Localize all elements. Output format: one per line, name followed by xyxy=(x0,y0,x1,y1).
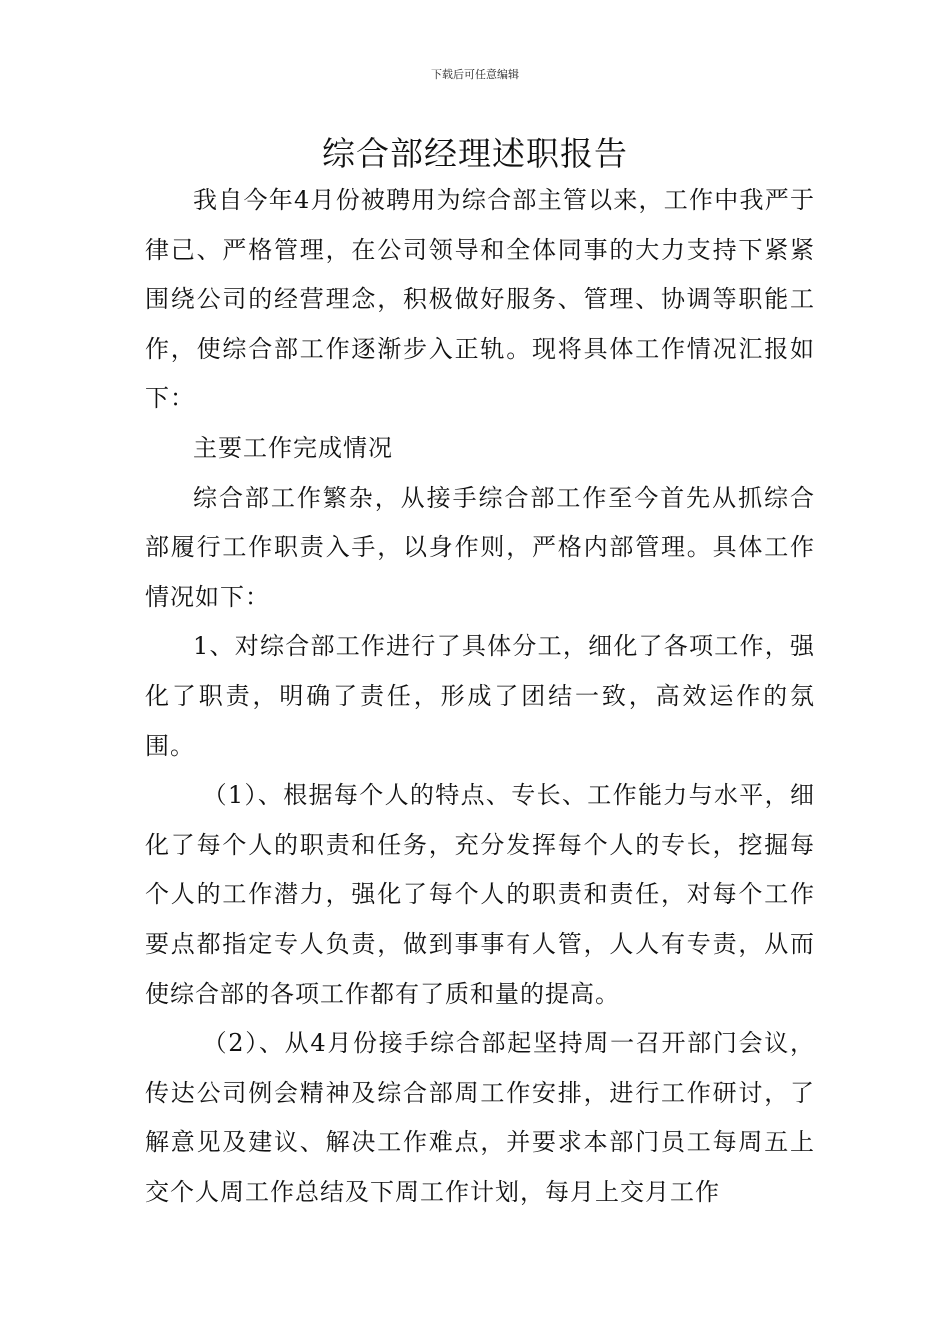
item-1-paragraph: 1、对综合部工作进行了具体分工，细化了各项工作，强化了职责，明确了责任，形成了团结一致，高效运作的氛围。 xyxy=(145,632,815,760)
document-title: 综合部经理述职报告 xyxy=(322,134,628,173)
overview-paragraph: 综合部工作繁杂，从接手综合部工作至今首先从抓综合部履行工作职责入手，以身作则，严格内部管理。具体工作情况如下： xyxy=(145,483,815,611)
subitem-1-paragraph: （1）、根据每个人的特点、专长、工作能力与水平，细化了每个人的职责和任务，充分发挥每个人的专长，挖掘每个人的工作潜力，强化了每个人的职责和责任，对每个工作要点都指定专人负责，做到事事有人管，人人有专责，从而使综合部的各项工作都有了质和量的提高。 xyxy=(145,781,815,1008)
section-heading: 主要工作完成情况 xyxy=(193,433,393,462)
document-body xyxy=(145,176,815,1217)
page-header-note: 下载后可任意编辑 xyxy=(431,68,519,81)
subitem-2-paragraph: （2）、从4月份接手综合部起坚持周一召开部门会议，传达公司例会精神及综合部周工作安排，进行工作研讨，了解意见及建议、解决工作难点，并要求本部门员工每周五上交个人周工作总结及下周工作计划，每月上交月工作 xyxy=(145,1029,815,1206)
intro-paragraph: 我自今年4月份被聘用为综合部主管以来，工作中我严于律己、严格管理，在公司领导和全体同事的大力支持下紧紧围绕公司的经营理念，积极做好服务、管理、协调等职能工作，使综合部工作逐渐步入正轨。现将具体工作情况汇报如下： xyxy=(145,186,815,413)
